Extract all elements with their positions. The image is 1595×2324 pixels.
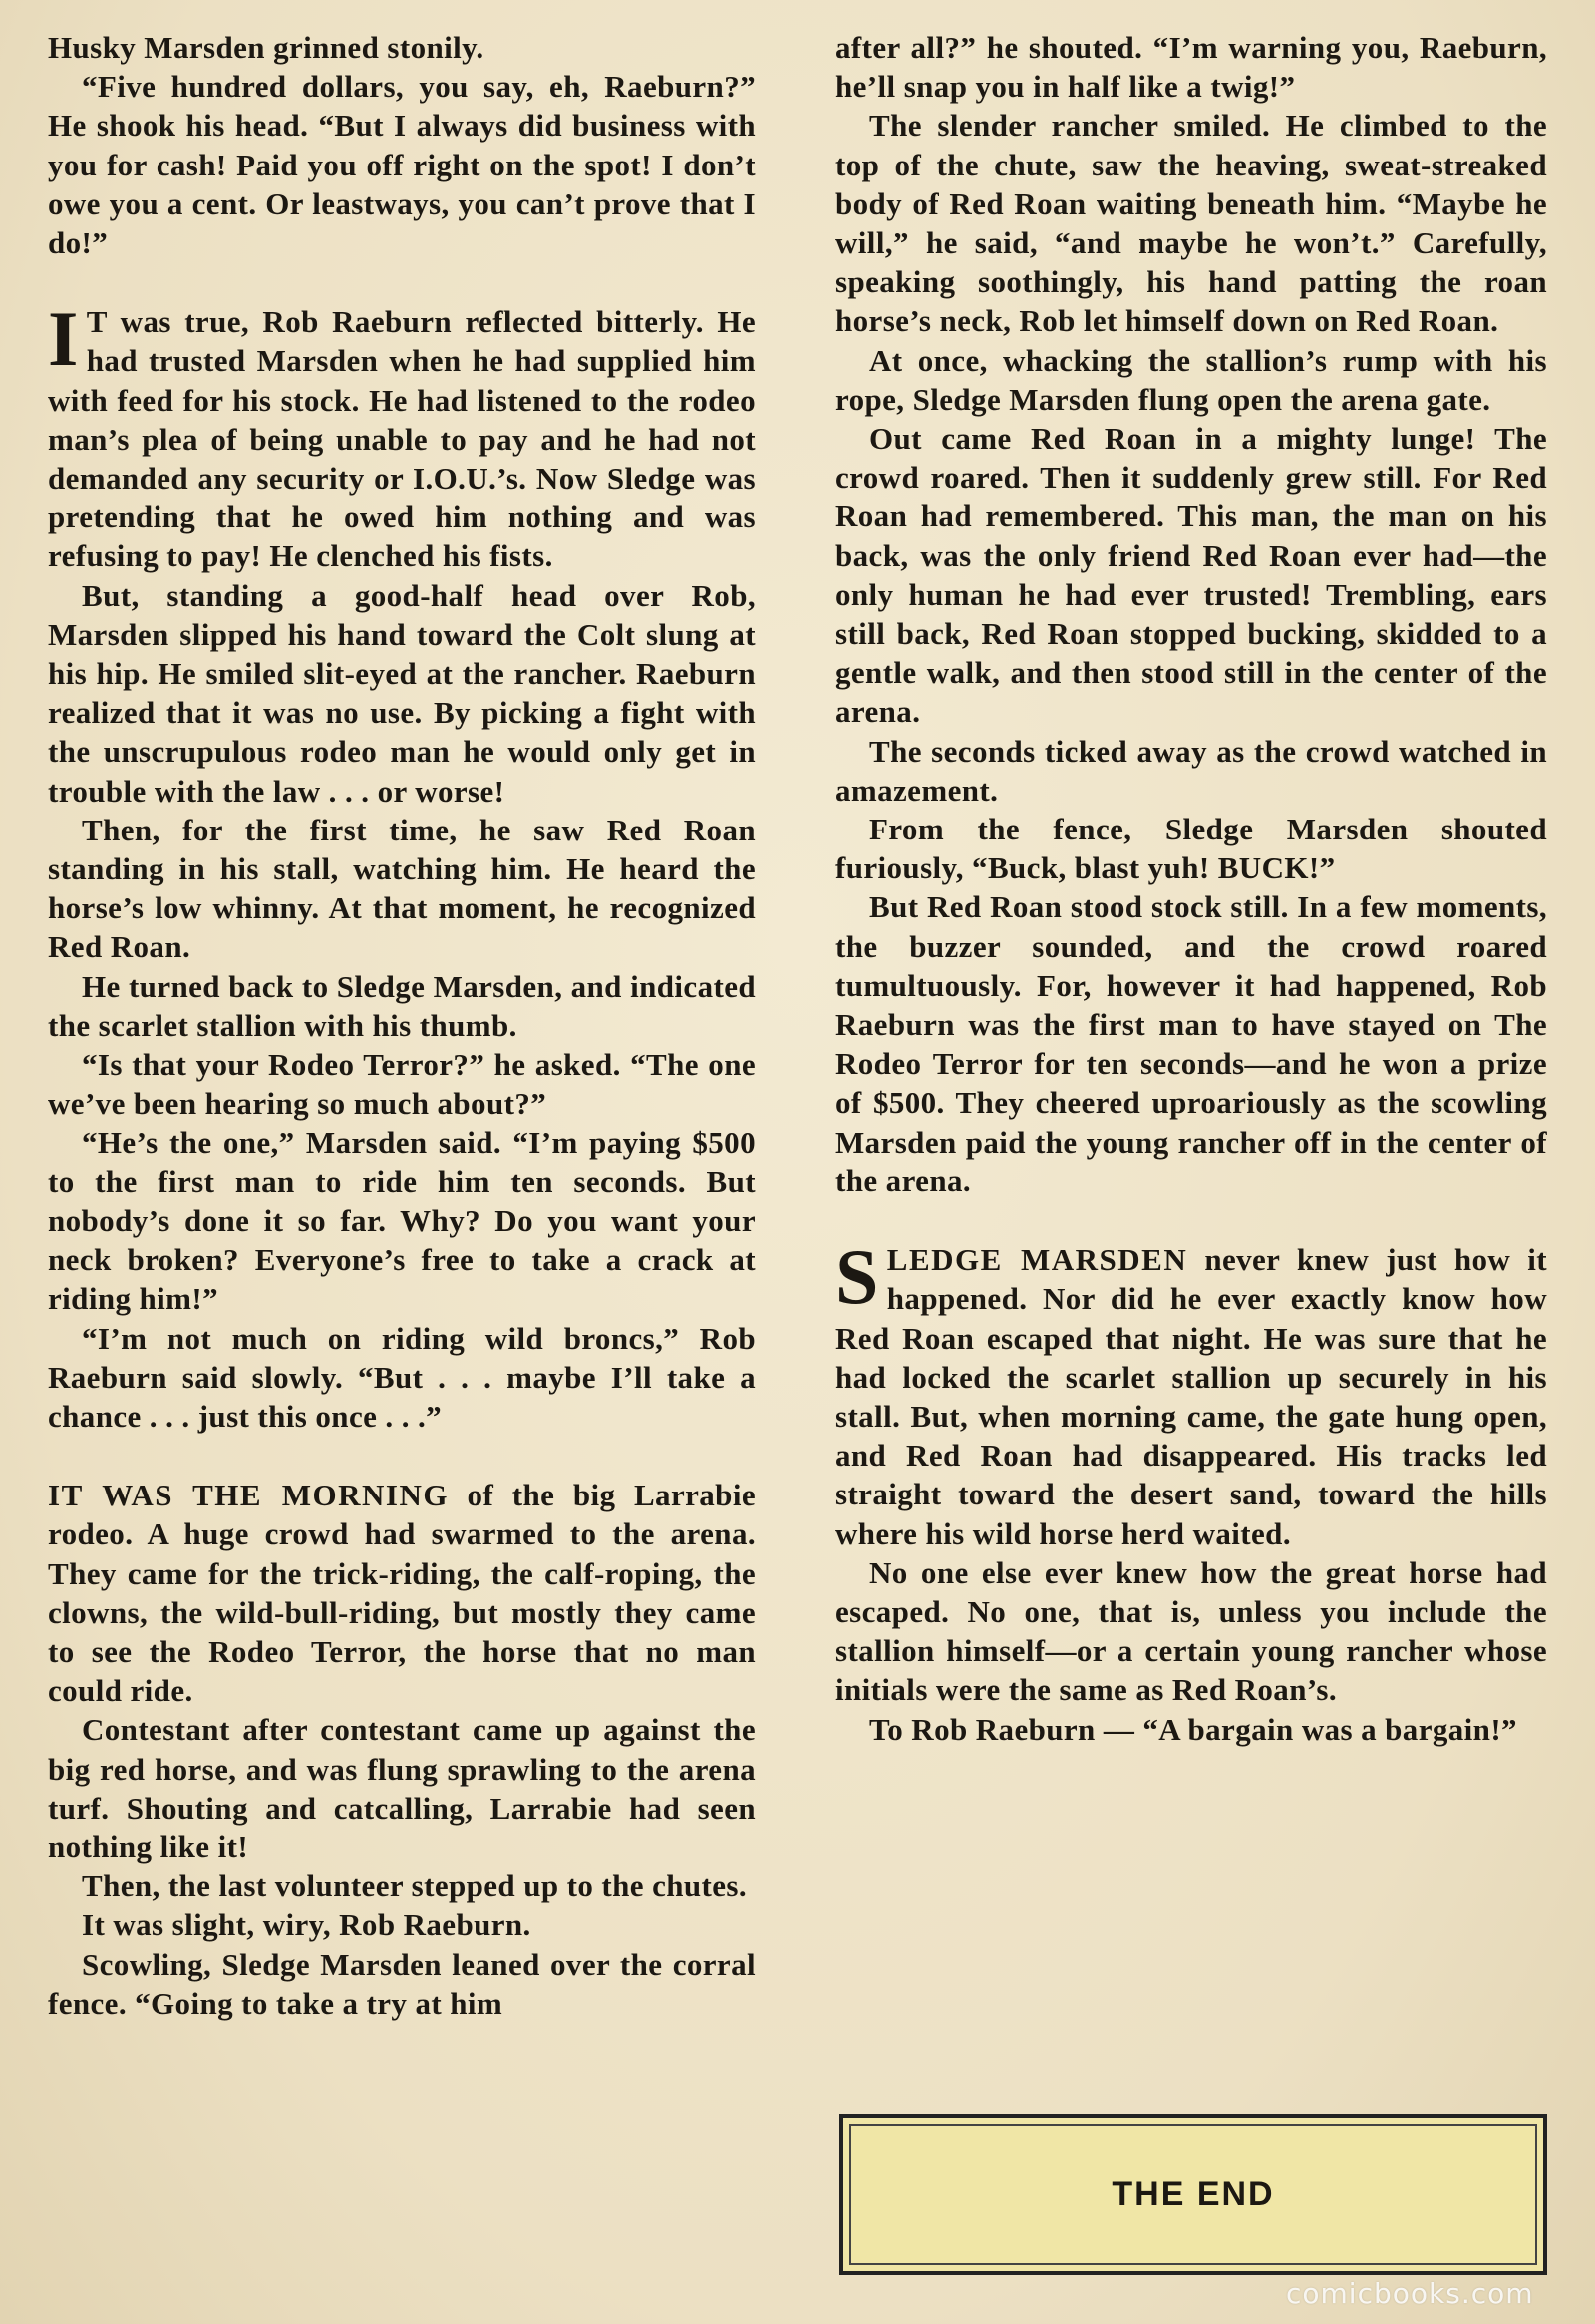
- section-start-paragraph: [48, 295, 756, 575]
- paragraph: No one else ever knew how the great horse had escaped. No one, that is, unless you include the stallion himself—or a certain young rancher whose initials were the same as Red Roan’s.: [835, 1554, 1547, 1708]
- paragraph: “Is that your Rodeo Terror?” he asked. “The one we’ve been hearing so much about?”: [48, 1047, 756, 1122]
- left-column: [48, 28, 756, 2023]
- paragraph: The slender rancher smiled. He climbed to the top of the chute, saw the heaving, sweat-streaked body of Red Roan waiting beneath him. “Maybe he will,” he said, “and maybe he won’t.” Carefully, speaking soothingly, his hand patting the roan horse’s neck, Rob let himself down on Red Roan.: [835, 108, 1547, 339]
- paragraph: Scowling, Sledge Marsden leaned over the corral fence. “Going to take a try at him: [48, 1946, 756, 2021]
- paragraph: The seconds ticked away as the crowd watched in amazement.: [835, 733, 1547, 808]
- section-text: never knew just how it happened. Nor did he ever exactly know how Red Roan escaped that night. He was sure that he had locked the scarlet stallion up securely in his stall. But, when morning came, the gate hung open, and Red Roan had disappeared. His tracks led straight toward the desert sand, toward the hills where his wild horse herd waited.: [835, 1242, 1547, 1551]
- right-column: [835, 28, 1547, 1749]
- section-text: of the big Larrabie rodeo. A huge crowd had swarmed to the arena. They came for the trick-riding, the calf-roping, the clowns, the wild-bull-riding, but mostly they came to see the Rodeo Terror, the horse that no man could ride.: [48, 1478, 756, 1709]
- paragraph: Contestant after contestant came up against the big red horse, and was flung sprawling to the arena turf. Shouting and catcalling, Larrabie had seen nothing like it!: [48, 1712, 756, 1864]
- paragraph: But, standing a good-half head over Rob, Marsden slipped his hand toward the Colt slung at his hip. He smiled slit-eyed at the rancher. Raeburn realized that it was no use. By picking a fight with the unscrupulous rodeo man he would only get in trouble with the law . . . or worse!: [48, 577, 756, 809]
- section-start-paragraph: [835, 1233, 1547, 1553]
- paragraph: Then, the last volunteer stepped up to the chutes.: [82, 1868, 748, 1904]
- paragraph: Out came Red Roan in a mighty lunge! The crowd roared. Then it suddenly grew still. For Red Roan had remembered. This man, the man on his back, was the only friend Red Roan ever had—the only human he had ever trusted! Trembling, ears still back, Red Roan stopped bucking, skidded to a gentle walk, and then stood still in the center of the arena.: [835, 421, 1547, 730]
- paragraph: To Rob Raeburn — “A bargain was a bargain!”: [869, 1711, 1517, 1747]
- paragraph: But Red Roan stood stock still. In a few moments, the buzzer sounded, and the crowd roared tumultuously. For, however it had happened, Rob Raeburn was the first man to have stayed on The Rodeo Terror for ten seconds—and he won a prize of $500. They cheered uproariously as the scowling Marsden paid the young rancher off in the center of the arena.: [835, 889, 1547, 1198]
- section-text: T was true, Rob Raeburn reflected bitterly. He had trusted Marsden when he had supplied him with feed for his stock. He had listened to the rodeo man’s plea of being unable to pay and he had not demanded any security or I.O.U.’s. Now Sledge was pretending that he owed him nothing and was refusing to pay! He clenched his fists.: [48, 304, 756, 574]
- paragraph: Then, for the first time, he saw Red Roan standing in his stall, watching him. He heard the horse’s low whinny. At that moment, he recognized Red Roan.: [48, 812, 756, 965]
- section-lead-caps: LEDGE MARSDEN: [886, 1242, 1188, 1278]
- paragraph: “Five hundred dollars, you say, eh, Raeburn?” He shook his head. “But I always did business with you for cash! Paid you off right on the spot! I don’t owe you a cent. Or leastways, you can’t prove that I do!”: [48, 69, 756, 261]
- section-start-paragraph: [48, 1476, 756, 1710]
- the-end-box: [839, 2114, 1547, 2275]
- drop-cap: S: [835, 1233, 879, 1321]
- paragraph: “He’s the one,” Marsden said. “I’m paying $500 to the first man to ride him ten seconds. But nobody’s done it so far. Why? Do you want your neck broken? Everyone’s free to take a crack at riding him!”: [48, 1125, 756, 1317]
- section-lead-caps: IT WAS THE MORNING: [48, 1478, 449, 1513]
- drop-cap: I: [48, 295, 79, 383]
- paragraph: He turned back to Sledge Marsden, and indicated the scarlet stallion with his thumb.: [48, 968, 756, 1043]
- site-watermark: comicbooks.com: [1286, 2277, 1534, 2310]
- paragraph: From the fence, Sledge Marsden shouted furiously, “Buck, blast yuh! BUCK!”: [835, 812, 1547, 886]
- the-end-label: THE END: [1112, 2174, 1275, 2213]
- paragraph: It was slight, wiry, Rob Raeburn.: [82, 1907, 531, 1943]
- paragraph: At once, whacking the stallion’s rump with his rope, Sledge Marsden flung open the arena gate.: [835, 342, 1547, 417]
- paragraph: “I’m not much on riding wild broncs,” Rob Raeburn said slowly. “But . . . maybe I’ll take a chance . . . just this once . . .”: [48, 1320, 756, 1434]
- paragraph-continuation: after all?” he shouted. “I’m warning you, Raeburn, he’ll snap you in half like a twig!”: [835, 30, 1547, 105]
- paragraph: Husky Marsden grinned stonily.: [48, 30, 484, 65]
